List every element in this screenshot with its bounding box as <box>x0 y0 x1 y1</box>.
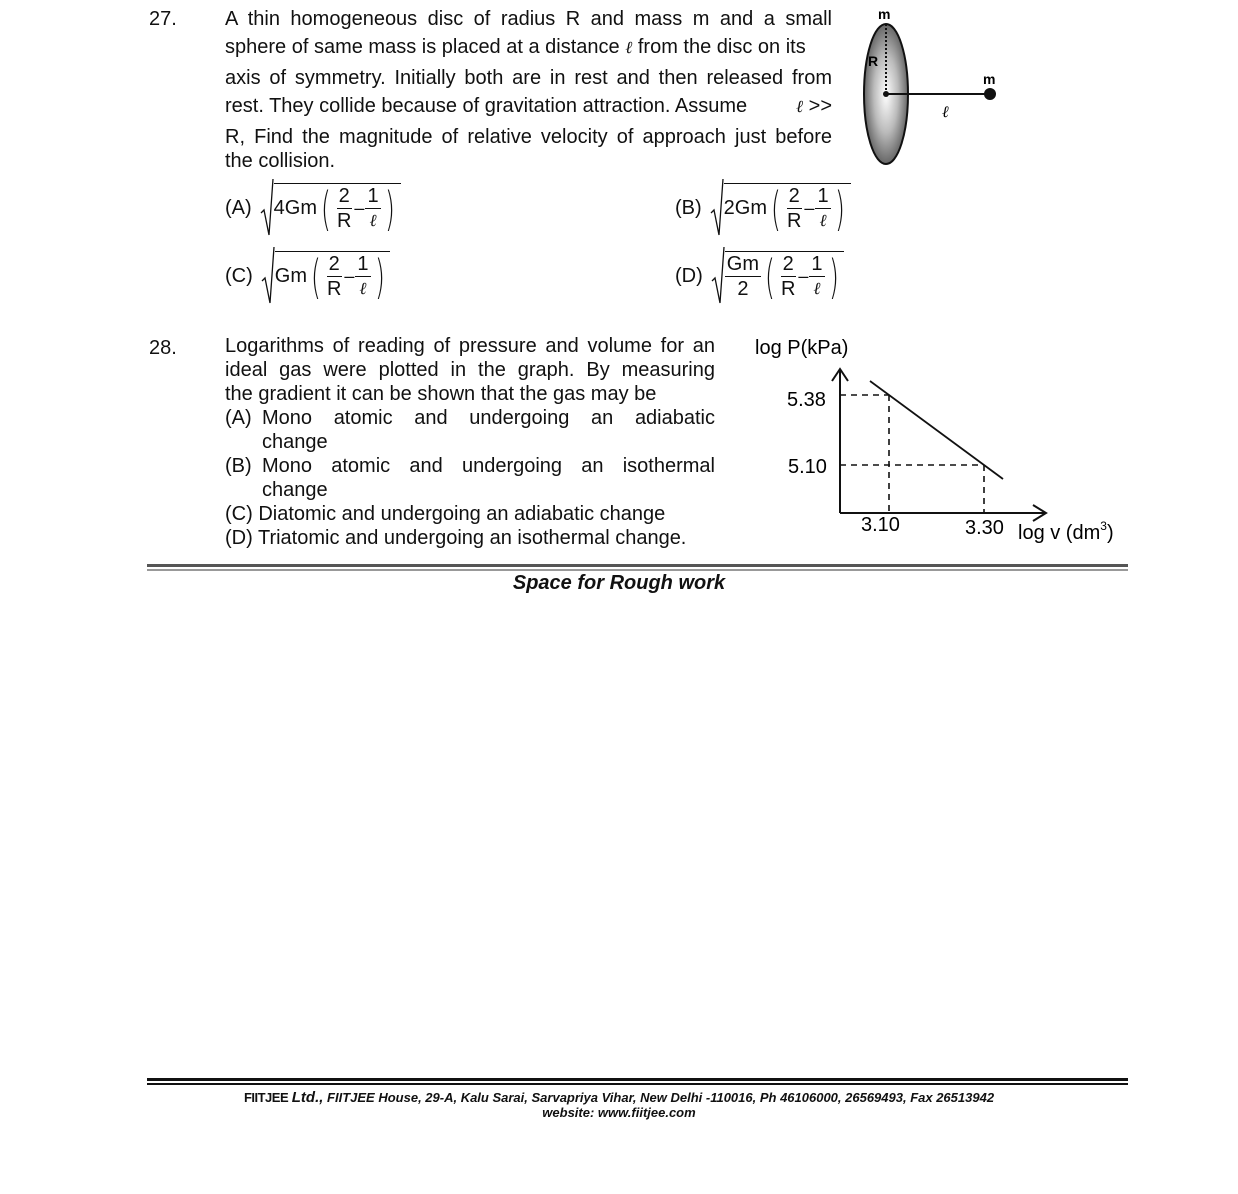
distance-label: ℓ <box>942 102 949 121</box>
disc-center-dot <box>883 91 889 97</box>
q28-option-d[interactable]: (D) Triatomic and undergoing an isothermal change. <box>225 527 687 549</box>
q27-option-c[interactable]: (C) Gm ( $\frac{2}{R}$ – $\frac{1}{\text{ℓ}}$ ) <box>225 245 390 307</box>
q28-option-c[interactable]: (C) Diatomic and undergoing an adiabatic change <box>225 503 666 525</box>
sphere-dot <box>984 88 996 100</box>
sqrt-icon <box>260 177 274 239</box>
q28-option-a[interactable]: (A) Mono atomic and undergoing an adiabatic <box>225 407 715 429</box>
question-28-text <box>225 334 715 550</box>
footer-rule <box>147 1078 1128 1081</box>
sqrt-icon <box>711 245 725 307</box>
q27-line-1: A thin homogeneous disc of radius R and mass m and a small <box>225 8 832 30</box>
y-tick-label: 5.38 <box>787 389 826 411</box>
q28-option-b[interactable]: (B) Mono atomic and undergoing an isothermal <box>225 455 715 477</box>
q27-line-3: axis of symmetry. Initially both are in rest and then released from <box>225 67 832 89</box>
q27-option-a[interactable]: (A) 4Gm ( $\frac{2}{R}$ – $\frac{1}{\text{ℓ}}$ ) <box>225 177 401 239</box>
question-28-number: 28. <box>149 337 177 359</box>
q27-line-6: the collision. <box>225 150 336 172</box>
sqrt-icon <box>261 245 275 307</box>
q28-line-3: the gradient it can be shown that the gas may be <box>225 383 657 405</box>
x-tick-label: 3.30 <box>965 517 1004 539</box>
q27-option-d[interactable]: (D) $\frac{Gm}{2}$ ( $\frac{2}{R}$ – $\frac{1}{\text{ℓ}}$ ) <box>675 245 844 307</box>
section-divider-light <box>147 569 1128 571</box>
footer-website[interactable]: website: www.fiitjee.com <box>542 1105 696 1120</box>
section-divider <box>147 564 1128 567</box>
log-p-v-chart <box>740 330 1130 555</box>
footer-address: FIITJEE Ltd., FIITJEE House, 29-A, Kalu Sarai, Sarvapriya Vihar, New Delhi -110016, Ph 46106000, 26569493, Fax 26513942 <box>243 1089 995 1106</box>
q27-line-4: rest. They collide because of gravitation attraction. Assume ℓ >> <box>225 95 832 117</box>
x-axis-label: log v $(dm^3)$ <box>1018 519 1114 544</box>
footer <box>0 1089 1238 1120</box>
q27-line-5: R, Find the magnitude of relative velocity of approach just before <box>225 126 832 148</box>
q27-line-2: sphere of same mass is placed at a distance ℓ from the disc on its <box>225 36 806 58</box>
y-tick-label: 5.10 <box>788 456 827 478</box>
q28-option-a-cont: change <box>262 431 328 453</box>
footer-rule-thin <box>147 1083 1128 1085</box>
question-27-number: 27. <box>149 8 177 30</box>
sqrt-icon <box>710 177 724 239</box>
question-27-text <box>225 6 832 174</box>
q28-line-1: Logarithms of reading of pressure and volume for an <box>225 335 715 357</box>
q28-option-b-cont: change <box>262 479 328 501</box>
y-axis-label: log P(kPa) <box>755 337 849 359</box>
disc-sphere-figure <box>850 0 1010 175</box>
rough-work-heading: Space for Rough work <box>512 572 726 594</box>
radius-label: R <box>868 53 879 69</box>
q27-option-b[interactable]: (B) 2Gm ( $\frac{2}{R}$ – $\frac{1}{\text{ℓ}}$ ) <box>675 177 851 239</box>
q28-line-2: ideal gas were plotted in the graph. By measuring <box>225 359 715 381</box>
disc-mass-label: m <box>878 6 891 22</box>
x-tick-label: 3.10 <box>861 514 900 536</box>
sphere-mass-label: m <box>983 71 996 87</box>
